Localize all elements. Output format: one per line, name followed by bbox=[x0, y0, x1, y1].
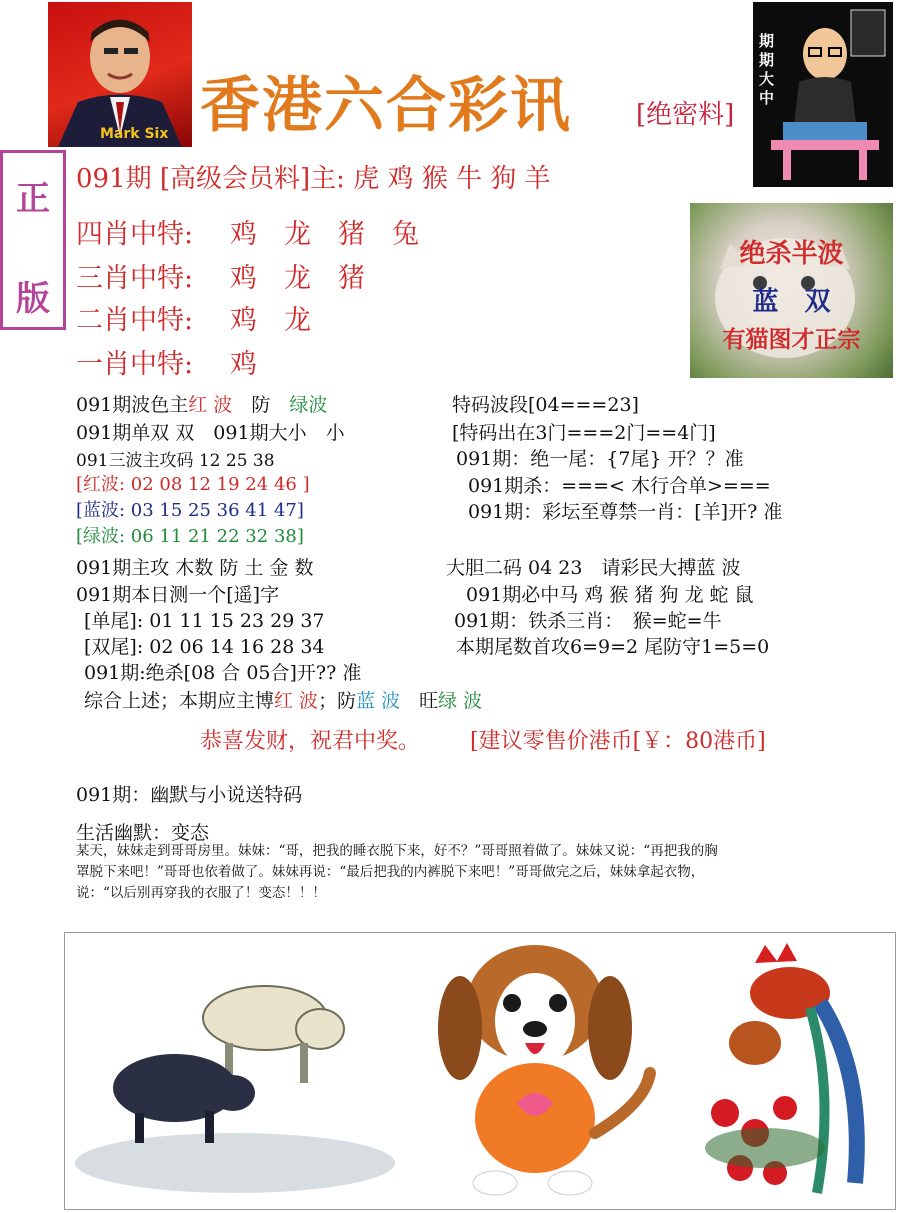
story-heading: 091期：幽默与小说送特码 bbox=[76, 784, 303, 806]
wave-guard: 绿波 bbox=[289, 394, 328, 416]
summary-green: 绿 波 bbox=[438, 690, 483, 712]
story-paragraph-line-3: 说：“以后别再穿我的衣服了！变态！！！ bbox=[76, 885, 326, 901]
presenter-photo bbox=[48, 2, 192, 147]
one-tail-line: 091期：绝一尾：{7尾} 开？？准 bbox=[456, 448, 744, 470]
member-main-line: 091期 [高级会员料]主: 虎 鸡 猴 牛 狗 羊 bbox=[76, 164, 551, 194]
green-wave-numbers: [绿波: 06 11 21 22 32 38] bbox=[76, 526, 304, 547]
four-zodiac-value: 鸡 龙 猪 兔 bbox=[230, 219, 419, 250]
congrats-text: 恭喜发财，祝君中奖。 bbox=[200, 729, 421, 754]
story-paragraph-line-2: 罩脱下来吧！”哥哥也依着做了。妹妹再说：“最后把我的内裤脱下来吧！”哥哥做完之后，妹妹拿起衣物， bbox=[76, 864, 705, 880]
must-win-line: 091期必中马 鸡 猴 猪 狗 龙 蛇 鼠 bbox=[466, 584, 754, 606]
kill-line: 091期:绝杀[08 合 05合]开?? 准 bbox=[84, 662, 362, 684]
period-kill-line: 091期杀：===< 木行合单>=== bbox=[468, 475, 771, 497]
summary-c: 旺 bbox=[400, 690, 439, 712]
cat-line-kill-half-wave: 绝杀半波 bbox=[739, 239, 844, 269]
bold-two-codes-line: 大胆二码 04 23 请彩民大搏蓝 波 bbox=[446, 557, 741, 579]
summary-blue: 蓝 波 bbox=[356, 690, 401, 712]
special-gate-line: [特码出在3门===2门==4门] bbox=[452, 422, 716, 444]
daily-guess-line: 091期本日测一个[遥]字 bbox=[76, 584, 280, 606]
red-wave-numbers: [红波: 02 08 12 19 24 46 ] bbox=[76, 474, 310, 495]
badge-top-char: 正 bbox=[16, 179, 50, 219]
three-wave-line: 091三波主攻码 12 25 38 bbox=[76, 451, 275, 471]
forbidden-zodiac-line: 091期：彩坛至尊禁一肖：[羊]开? 准 bbox=[468, 501, 783, 523]
mark-six-logo: Mark Six bbox=[100, 126, 169, 142]
cat-line-genuine: 有猫图才正宗 bbox=[722, 326, 861, 353]
double-tail-line: [双尾]: 02 06 14 16 28 34 bbox=[84, 636, 325, 658]
rooster-painting-icon bbox=[685, 933, 896, 1210]
zodiac-illustrations-svg bbox=[65, 933, 896, 1210]
special-range-line: 特码波段[04===23] bbox=[452, 394, 639, 416]
badge-bottom-char: 版 bbox=[16, 279, 50, 319]
cartoon-image bbox=[753, 2, 893, 187]
summary-line bbox=[84, 686, 482, 713]
wave-prefix: 091期波色主 bbox=[76, 394, 189, 416]
three-zodiac-label: 三肖中特: bbox=[76, 263, 194, 294]
page-subtitle: [绝密料] bbox=[636, 100, 735, 130]
wave-color-line bbox=[76, 390, 327, 417]
summary-red: 红 波 bbox=[274, 690, 319, 712]
wave-main: 红 波 bbox=[188, 394, 233, 416]
zodiac-illustrations bbox=[64, 932, 896, 1210]
three-zodiac-value: 鸡 龙 猪 bbox=[230, 263, 365, 294]
summary-a: 综合上述；本期应主博 bbox=[84, 690, 275, 712]
pig-painting-icon bbox=[65, 933, 410, 1210]
edition-badge bbox=[0, 150, 66, 330]
cartoon-caption: 期期大中 bbox=[759, 32, 775, 107]
story-paragraph-line-1: 某天，妹妹走到哥哥房里。妹妹：“哥，把我的睡衣脱下来，好不？”哥哥照着做了。妹妹又说：“再把我的胸 bbox=[76, 843, 718, 859]
dog-cartoon-icon bbox=[410, 933, 685, 1210]
two-zodiac-label: 二肖中特: bbox=[76, 305, 194, 336]
one-zodiac-label: 一肖中特: bbox=[76, 349, 194, 380]
cat-promo-box bbox=[690, 203, 893, 378]
page-title: 香港六合彩讯 bbox=[200, 71, 572, 141]
story-title: 生活幽默：变态 bbox=[76, 822, 210, 844]
summary-b: ；防 bbox=[318, 690, 357, 712]
main-attack-line: 091期主攻 木数 防 土 金 数 bbox=[76, 557, 314, 579]
one-zodiac-value: 鸡 bbox=[230, 349, 257, 380]
single-tail-line: [单尾]: 01 11 15 23 29 37 bbox=[84, 610, 325, 632]
blue-wave-numbers: [蓝波: 03 15 25 36 41 47] bbox=[76, 500, 304, 521]
four-zodiac-label: 四肖中特: bbox=[76, 219, 194, 250]
odd-even-line: 091期单双 双 091期大小 小 bbox=[76, 422, 345, 444]
wave-mid: 防 bbox=[232, 394, 290, 416]
tail-attack-line: 本期尾数首攻6=9=2 尾防守1=5=0 bbox=[456, 636, 770, 658]
cat-line-blue-double: 蓝 双 bbox=[752, 287, 831, 317]
retail-price: [建议零售价港币[￥：80港币] bbox=[470, 729, 766, 754]
two-zodiac-value: 鸡 龙 bbox=[230, 305, 311, 336]
iron-kill-line: 091期：铁杀三肖： 猴=蛇=牛 bbox=[454, 610, 722, 632]
